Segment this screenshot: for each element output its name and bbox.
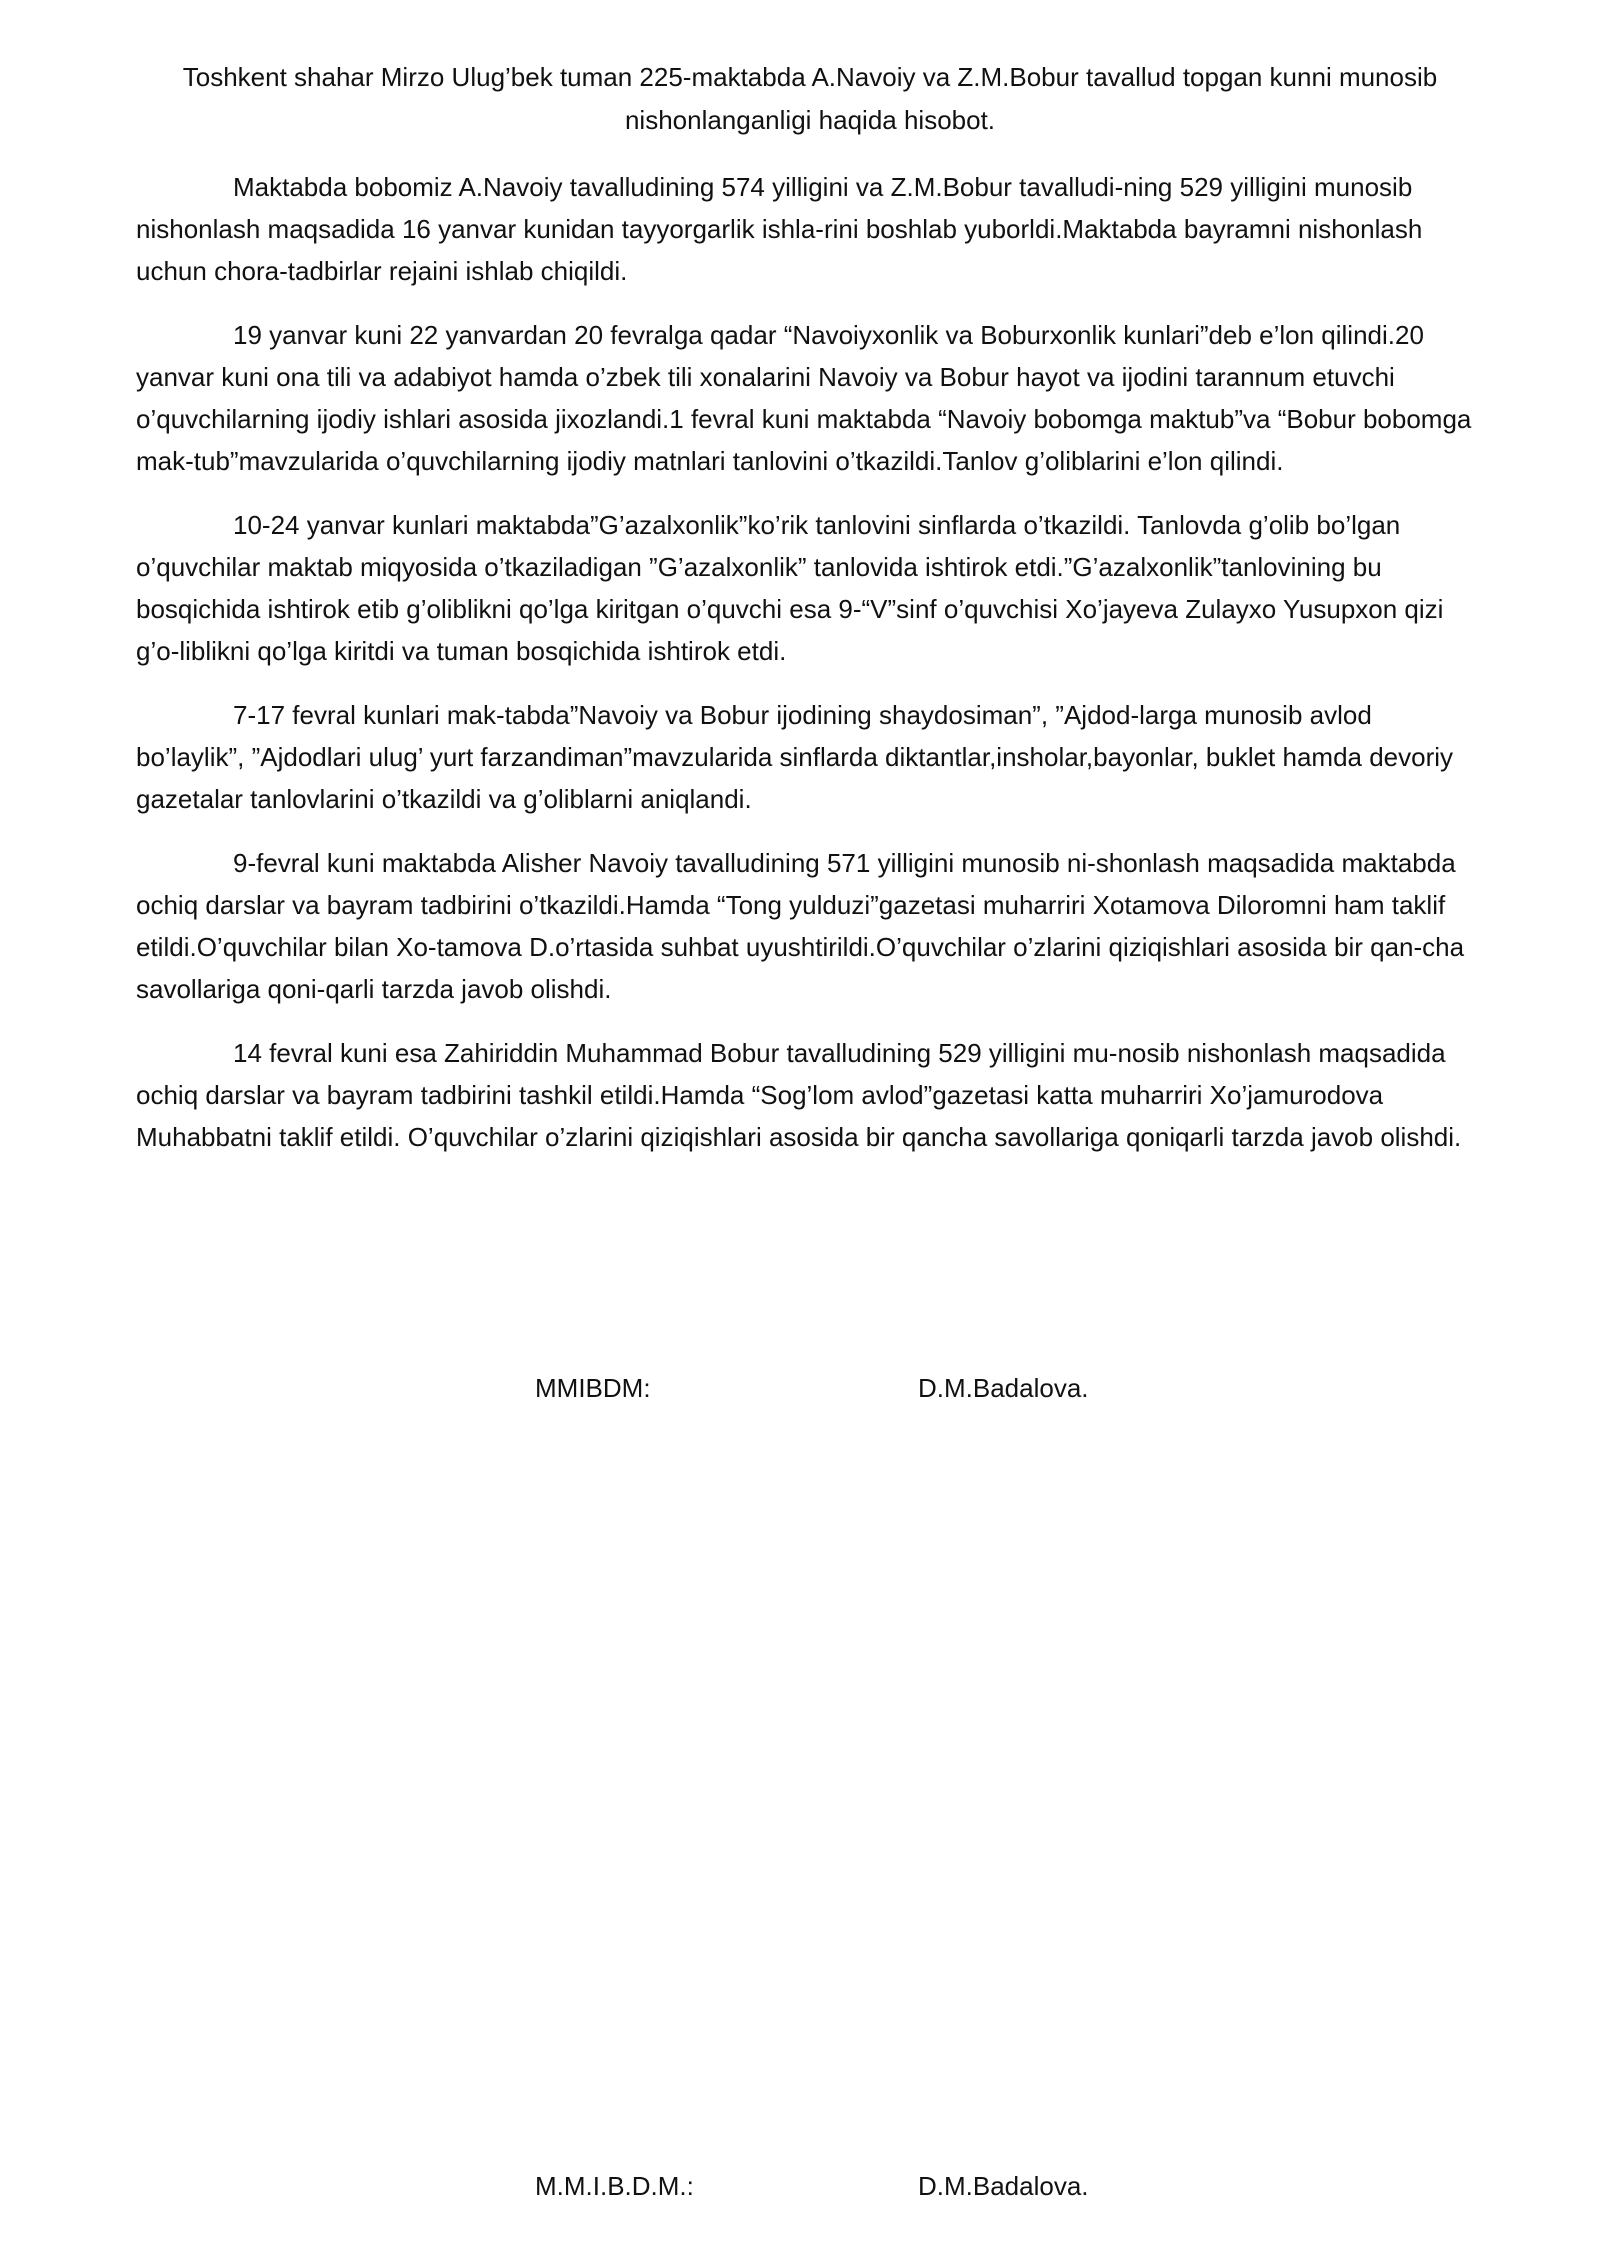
document-body — [136, 166, 1486, 1180]
signature-role-2: M.M.I.B.D.M.: — [535, 2171, 694, 2201]
paragraph-bobur-event: 14 fevral kuni esa Zahiriddin Muhammad Bobur tavalludining 529 yilligini mu-nosib nishonlash maqsadida ochiq darslar va bayram tadbirini tashkil etildi.Hamda “Sog’lom avlod”gazetasi katta muharriri Xo’jamurodova Muhabbatni taklif etildi. O’quvchilar o’zlarini qiziqishlari asosida bir qancha savollariga qoniqarli tarzda javob olishdi. — [136, 1038, 1462, 1152]
paragraph-announcement: 19 yanvar kuni 22 yanvardan 20 fevralga qadar “Navoiyxonlik va Boburxonlik kunlari”deb e’lon qilindi.20 yanvar kuni ona tili va adabiyot hamda o’zbek tili xonalarini Navoiy va Bobur hayot va ijodini tarannum etuvchi o’quvchilarning ijodiy ishlari asosida jixozlandi.1 fevral kuni maktabda “Navoiy bobomga maktub”va “Bobur bobomga mak-tub”mavzularida o’quvchilarning ijodiy matnlari tanlovini o’tkazildi.Tanlov g’oliblarini e’lon qilindi. — [136, 320, 1472, 476]
paragraph-gazalxonlik: 10-24 yanvar kunlari maktabda”G’azalxonlik”ko’rik tanlovini sinflarda o’tkazildi. Tanlovda g’olib bo’lgan o’quvchilar maktab miqyosida o’tkaziladigan ”G’azalxonlik” tanlovida ishtirok etdi.”G’azalxonlik”tanlovining bu bosqichida ishtirok etib g’oliblikni qo’lga kiritgan o’quvchi esa 9-“V”sinf o’quvchisi Xo’jayeva Zulayxo Yusupxon qizi g’o-liblikni qo’lga kiritdi va tuman bosqichida ishtirok etdi. — [136, 510, 1444, 666]
signature-role-1: MMIBDM: — [535, 1373, 651, 1403]
signature-name-2: D.M.Badalova. — [918, 2171, 1089, 2201]
document-title: Toshkent shahar Mirzo Ulug’bek tuman 225-maktabda A.Navoiy va Z.M.Bobur tavallud topgan kunni munosib nishonlanganligi haqida hisobot. — [182, 62, 1438, 135]
paragraph-navoiy-event: 9-fevral kuni maktabda Alisher Navoiy tavalludining 571 yilligini munosib ni-shonlash maqsadida maktabda ochiq darslar va bayram tadbirini o’tkazildi.Hamda “Tong yulduzi”gazetasi muharriri Xotamova Diloromni ham taklif etildi.O’quvchilar bilan Xo-tamova D.o’rtasida suhbat uyushtirildi.O’quvchilar o’zlarini qiziqishlari asosida bir qan-cha savollariga qoni-qarli tarzda javob olishdi. — [136, 848, 1465, 1004]
paragraph-competitions: 7-17 fevral kunlari mak-tabda”Navoiy va Bobur ijodining shaydosiman”, ”Ajdod-larga munosib avlod bo’laylik”, ”Ajdodlari ulug’ yurt farzandiman”mavzularida sinflarda diktantlar,insholar,bayonlar, buklet hamda devoriy gazetalar tanlovlarini o’tkazildi va g’oliblarni aniqlandi. — [136, 700, 1454, 814]
signature-name-1: D.M.Badalova. — [918, 1373, 1089, 1403]
paragraph-preparation: Maktabda bobomiz A.Navoiy tavalludining 574 yilligini va Z.M.Bobur tavalludi-ning 529 yilligini munosib nishonlash maqsadida 16 yanvar kunidan tayyorgarlik ishla-rini boshlab yuborldi.Maktabda bayramni nishonlash uchun chora-tadbirlar rejaini ishlab chiqildi. — [136, 172, 1423, 286]
